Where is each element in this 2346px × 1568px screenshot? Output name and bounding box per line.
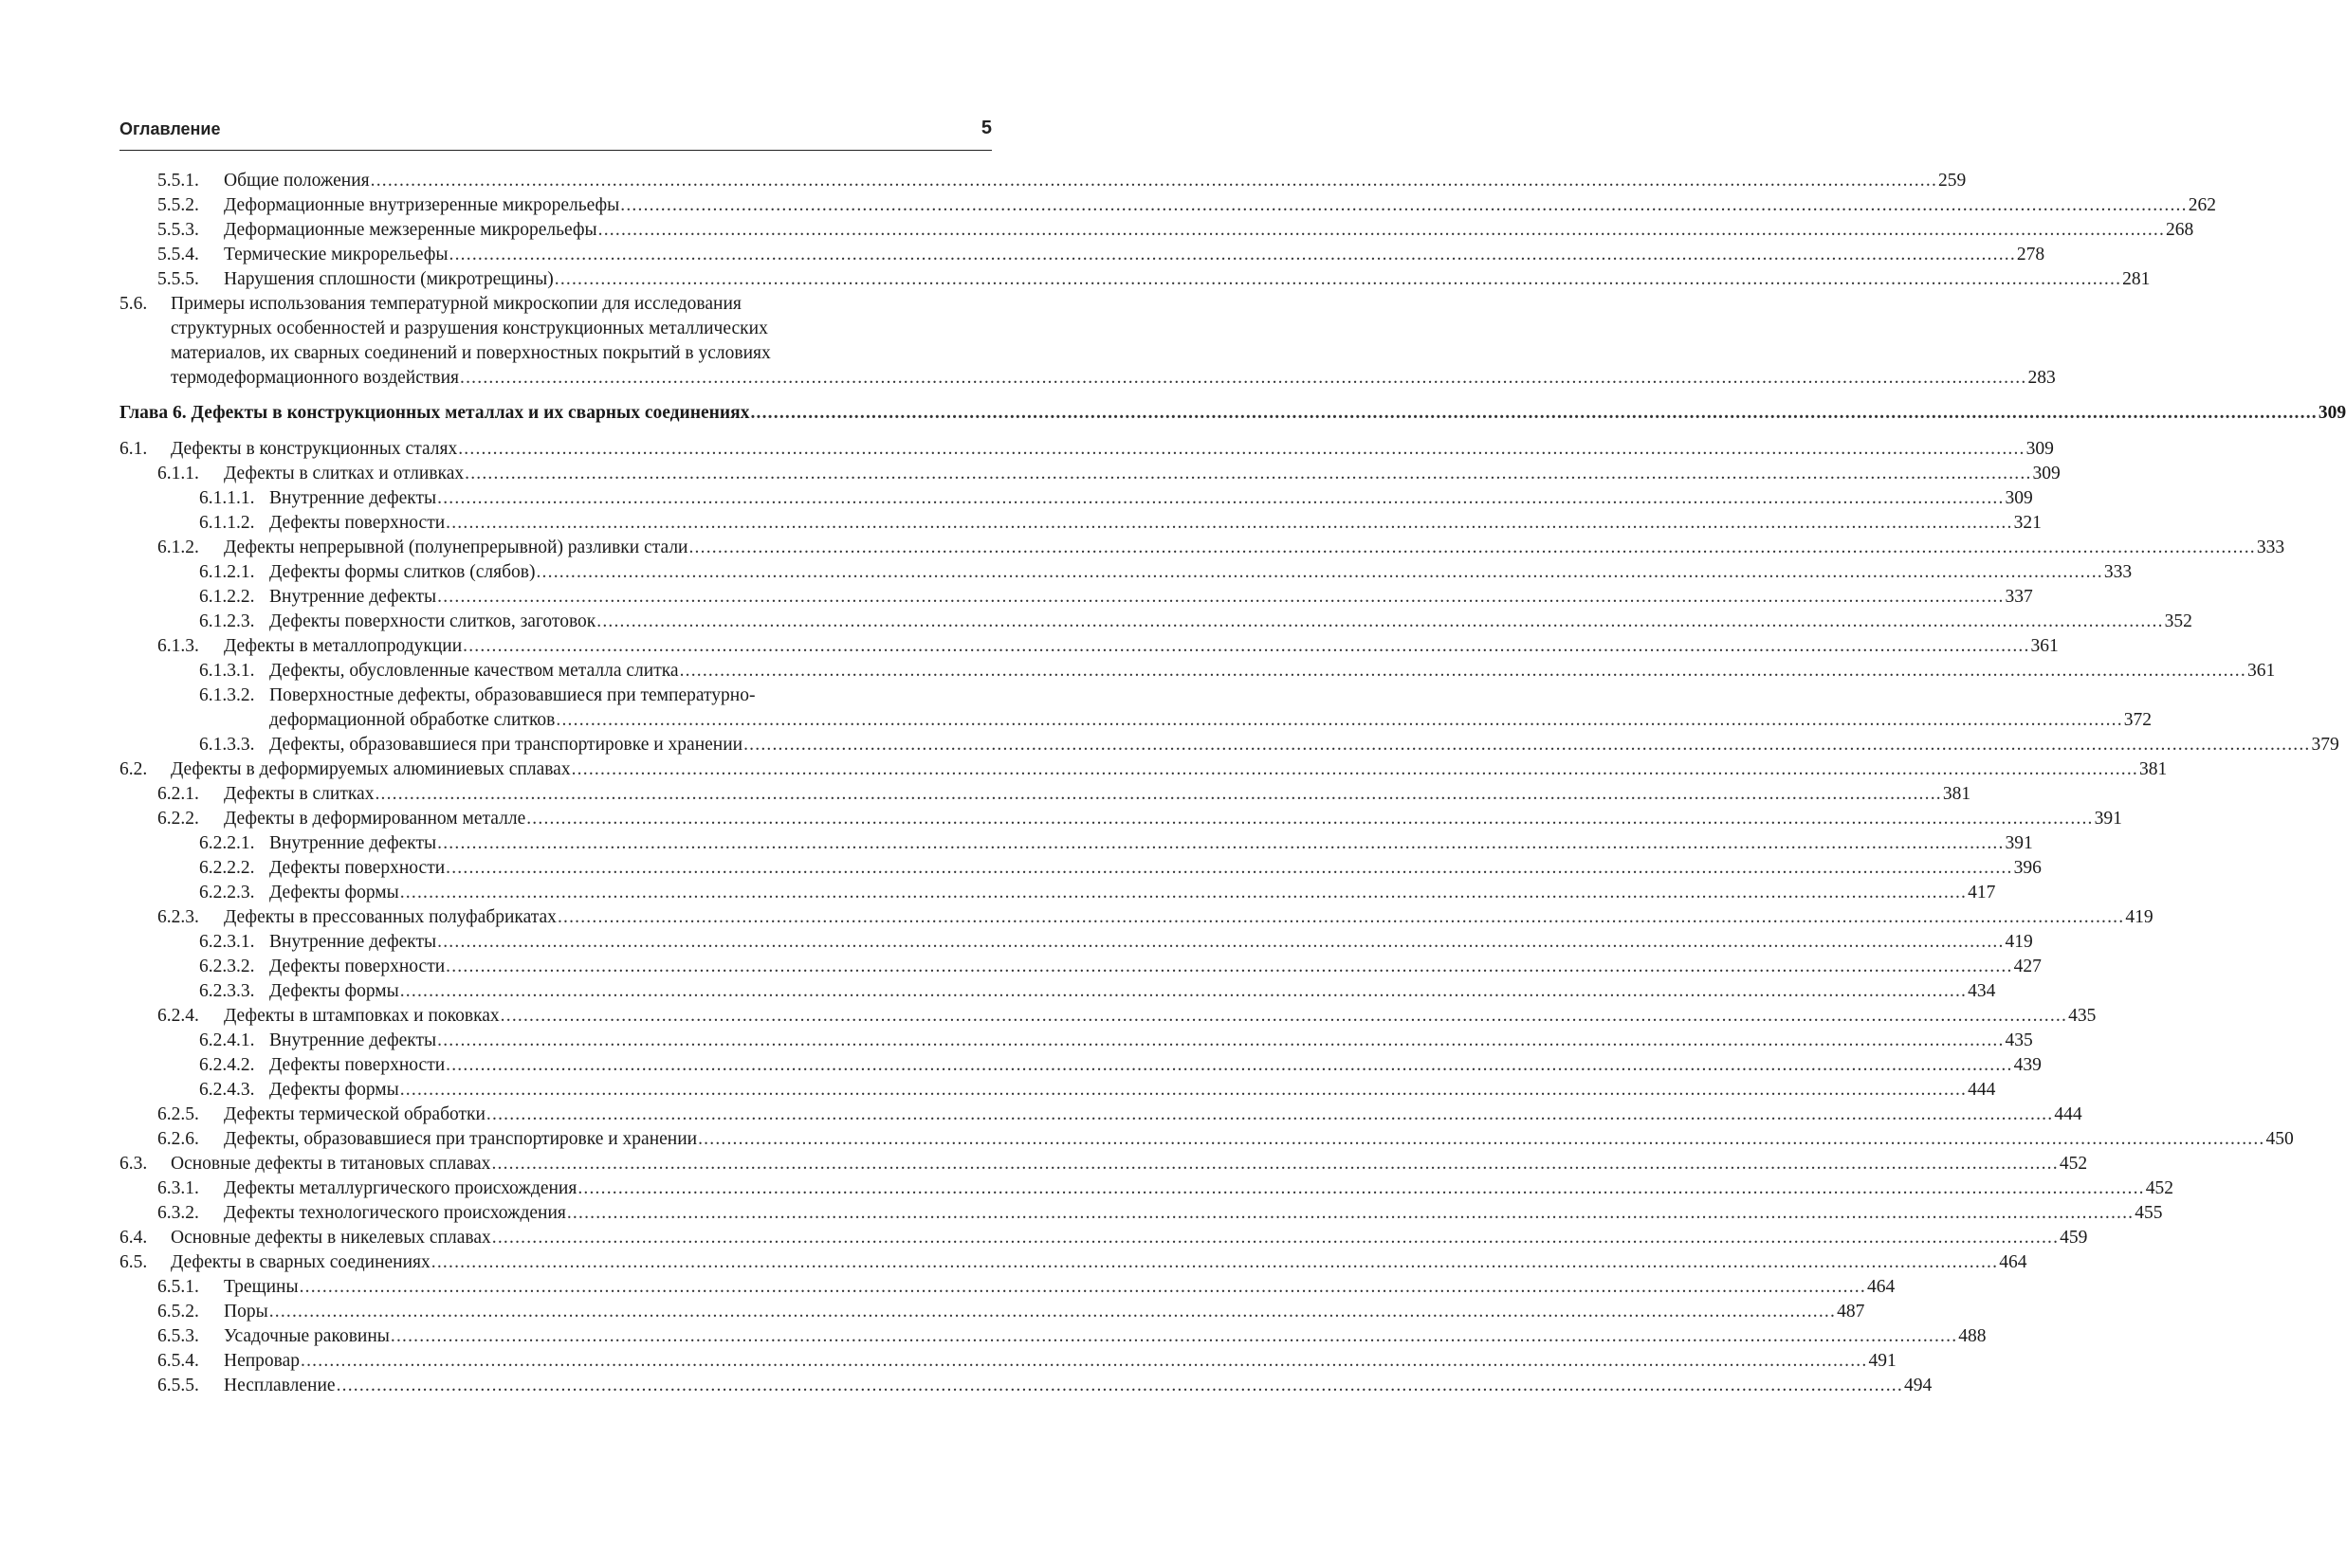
dot-leader: ................................................................................................................................................................................................................................................................................	[299, 1277, 1866, 1297]
toc-number: 6.1.2.2.	[199, 587, 255, 607]
page-number: 5	[981, 118, 992, 138]
toc-entry	[224, 218, 2194, 243]
toc-title: Дефекты в конструкционных сталях	[171, 439, 458, 459]
toc-title: Общие положения	[224, 171, 370, 191]
toc-title: Дефекты в деформированном металле	[224, 809, 526, 829]
toc-title: Дефекты поверхности	[269, 1055, 446, 1075]
toc-page-number: 381	[2139, 759, 2168, 779]
toc-row	[0, 757, 2168, 782]
toc-entry	[224, 905, 2154, 930]
toc-page-number: 278	[2016, 245, 2045, 264]
toc-page-number: 337	[2005, 587, 2033, 607]
toc-title: Деформационные межзеренные микрорельефы	[224, 220, 597, 240]
dot-leader: ................................................................................................................................................................................................................................................................................	[336, 1376, 1903, 1395]
toc-page-number: 494	[1903, 1376, 1933, 1395]
toc-row	[0, 782, 1971, 807]
toc-number: 6.2.2.	[157, 809, 199, 829]
toc-row	[0, 610, 2192, 634]
toc-title: термодеформационного воздействия	[171, 368, 460, 388]
toc-number: 5.5.4.	[157, 245, 199, 264]
dot-leader: ................................................................................................................................................................................................................................................................................	[526, 809, 2094, 829]
dot-leader: ................................................................................................................................................................................................................................................................................	[750, 403, 2318, 423]
dot-leader: ................................................................................................................................................................................................................................................................................	[449, 245, 2016, 264]
dot-leader: ................................................................................................................................................................................................................................................................................	[577, 1178, 2145, 1198]
toc-page-number: 281	[2122, 269, 2151, 289]
toc-number: 6.5.4.	[157, 1351, 199, 1371]
dot-leader: ................................................................................................................................................................................................................................................................................	[399, 883, 1968, 903]
toc-number: 6.4.	[119, 1228, 148, 1248]
toc-title: Дефекты поверхности	[269, 513, 446, 533]
toc-entry	[224, 267, 2151, 292]
toc-page-number: 488	[1958, 1326, 1987, 1346]
dot-leader: ................................................................................................................................................................................................................................................................................	[437, 932, 2005, 952]
dot-leader: ................................................................................................................................................................................................................................................................................	[465, 464, 2032, 483]
toc-entry	[224, 634, 2059, 659]
toc-title: Дефекты, обусловленные качеством металла слитка	[269, 661, 679, 681]
dot-leader: ................................................................................................................................................................................................................................................................................	[437, 833, 2005, 853]
dot-leader: ................................................................................................................................................................................................................................................................................	[557, 907, 2125, 927]
toc-page-number: 419	[2005, 932, 2033, 952]
toc-title: Поверхностные дефекты, образовавшиеся при температурно-	[269, 685, 756, 705]
toc-number: 5.5.3.	[157, 220, 199, 240]
toc-row	[0, 292, 993, 317]
toc-row	[0, 1004, 2097, 1029]
dot-leader: ................................................................................................................................................................................................................................................................................	[571, 759, 2138, 779]
dot-leader: ................................................................................................................................................................................................................................................................................	[437, 1030, 2005, 1050]
toc-title: Внутренние дефекты	[269, 1030, 437, 1050]
toc-row	[0, 1250, 2027, 1275]
toc-page-number: 309	[2005, 488, 2033, 508]
toc-page-number: 309	[2032, 464, 2061, 483]
toc-row	[0, 486, 2033, 511]
dot-leader: ................................................................................................................................................................................................................................................................................	[446, 1055, 2013, 1075]
toc-title: структурных особенностей и разрушения конструкционных металлических	[171, 319, 768, 338]
toc-title: Нарушения сплошности (микротрещины)	[224, 269, 554, 289]
toc-entry	[224, 193, 2216, 218]
toc-row	[0, 1201, 2163, 1226]
toc-number: 6.2.1.	[157, 784, 199, 804]
toc-number: 6.1.3.2.	[199, 685, 255, 705]
dot-leader: ................................................................................................................................................................................................................................................................................	[536, 562, 2103, 582]
toc-title: Непровар	[224, 1351, 301, 1371]
toc-row	[0, 831, 2033, 856]
toc-title: Дефекты в сварных соединениях	[171, 1252, 431, 1272]
toc-row	[0, 193, 2216, 218]
toc-page-number: 444	[2054, 1104, 2082, 1124]
toc-row	[0, 1374, 1933, 1398]
toc-entry	[224, 1004, 2097, 1029]
toc-row	[0, 366, 2056, 391]
toc-title: Дефекты непрерывной (полунепрерывной) разливки стали	[224, 538, 688, 557]
toc-page-number: 427	[2013, 957, 2042, 976]
toc-number: 5.5.5.	[157, 269, 199, 289]
toc-row	[0, 1103, 2082, 1127]
toc-page-number: 444	[1968, 1080, 1996, 1100]
toc-row	[0, 1053, 2042, 1078]
toc-page-number: 435	[2068, 1006, 2097, 1026]
toc-number: 6.2.4.2.	[199, 1055, 255, 1075]
toc-number: 6.2.6.	[157, 1129, 199, 1149]
toc-page-number: 372	[2123, 710, 2153, 730]
toc-row	[0, 856, 2042, 881]
toc-entry	[171, 1152, 2088, 1176]
toc-title: Дефекты в слитках	[224, 784, 375, 804]
dot-leader: ................................................................................................................................................................................................................................................................................	[431, 1252, 1999, 1272]
toc-title: Дефекты, образовавшиеся при транспортировке и хранении	[269, 735, 743, 755]
toc-row	[0, 560, 2133, 585]
toc-title: Глава 6. Дефекты в конструкционных металлах и их сварных соединениях	[119, 403, 750, 423]
toc-title: Дефекты, образовавшиеся при транспортировке и хранении	[224, 1129, 698, 1149]
toc-title: Трещины	[224, 1277, 299, 1297]
toc-row	[0, 881, 1996, 905]
toc-page-number: 309	[2025, 439, 2054, 459]
toc-entry	[224, 1300, 1865, 1324]
toc-number: 6.1.3.	[157, 636, 199, 656]
toc-page-number: 491	[1868, 1351, 1897, 1371]
dot-leader: ................................................................................................................................................................................................................................................................................	[620, 195, 2188, 215]
dot-leader: ................................................................................................................................................................................................................................................................................	[491, 1228, 2060, 1248]
toc-page-number: 379	[2311, 735, 2339, 755]
toc-entry	[171, 1250, 2027, 1275]
toc-page-number: 435	[2005, 1030, 2033, 1050]
toc-page-number: 361	[2030, 636, 2059, 656]
dot-leader: ................................................................................................................................................................................................................................................................................	[437, 587, 2005, 607]
dot-leader: ................................................................................................................................................................................................................................................................................	[679, 661, 2246, 681]
toc-row	[0, 905, 2154, 930]
toc-entry	[224, 1127, 2294, 1152]
toc-page-number: 391	[2094, 809, 2122, 829]
toc-page-number: 259	[1938, 171, 1967, 191]
toc-page-number: 439	[2013, 1055, 2042, 1075]
dot-leader: ................................................................................................................................................................................................................................................................................	[463, 636, 2030, 656]
toc-number: 5.6.	[119, 294, 148, 314]
toc-number: 6.3.2.	[157, 1203, 199, 1223]
toc-title: Дефекты в прессованных полуфабрикатах	[224, 907, 557, 927]
toc-entry	[171, 366, 2056, 391]
toc-entry	[269, 1053, 2042, 1078]
toc-entry	[269, 585, 2033, 610]
toc-entry	[224, 1275, 1896, 1300]
running-title: Оглавление	[119, 119, 221, 138]
toc-title: Основные дефекты в титановых сплавах	[171, 1154, 491, 1174]
toc-page-number: 396	[2013, 858, 2042, 878]
dot-leader: ................................................................................................................................................................................................................................................................................	[556, 710, 2123, 730]
dot-leader: ................................................................................................................................................................................................................................................................................	[491, 1154, 2059, 1174]
toc-number: 6.2.3.	[157, 907, 199, 927]
toc-number: 6.1.	[119, 439, 148, 459]
toc-row	[0, 634, 2059, 659]
toc-row	[0, 243, 2045, 267]
toc-title: Дефекты формы слитков (слябов)	[269, 562, 536, 582]
toc-row	[0, 684, 993, 708]
dot-leader: ................................................................................................................................................................................................................................................................................	[698, 1129, 2265, 1149]
toc-row	[0, 733, 2339, 757]
toc-row	[0, 1349, 1897, 1374]
toc-number: 6.5.1.	[157, 1277, 199, 1297]
toc-row	[0, 1176, 2173, 1201]
dot-leader: ................................................................................................................................................................................................................................................................................	[458, 439, 2025, 459]
toc-page-number: 417	[1968, 883, 1996, 903]
toc-entry	[224, 536, 2285, 560]
toc-page-number: 434	[1968, 981, 1996, 1001]
toc-row	[0, 437, 2054, 462]
toc-title: Усадочные раковины	[224, 1326, 390, 1346]
toc-page-number: 452	[2145, 1178, 2173, 1198]
toc-entry	[224, 1201, 2163, 1226]
toc-page-number: 352	[2164, 611, 2192, 631]
toc-page-number: 333	[2103, 562, 2133, 582]
toc-title: Внутренние дефекты	[269, 932, 437, 952]
toc-row	[0, 1127, 2294, 1152]
toc-page-number: 268	[2166, 220, 2194, 240]
toc-row	[0, 807, 2122, 831]
dot-leader: ................................................................................................................................................................................................................................................................................	[399, 981, 1968, 1001]
toc-entry	[171, 1226, 2088, 1250]
toc-title: Термические микрорельефы	[224, 245, 449, 264]
toc-page-number: 361	[2246, 661, 2276, 681]
toc-row	[0, 169, 1967, 193]
toc-number: 6.2.	[119, 759, 148, 779]
toc-entry	[269, 610, 2192, 634]
toc-entry	[269, 733, 2339, 757]
toc-row	[0, 659, 2276, 684]
toc-entry	[224, 1176, 2173, 1201]
toc-title: Дефекты в деформируемых алюминиевых сплавах	[171, 759, 571, 779]
toc-entry	[171, 757, 2168, 782]
toc-entry	[224, 1103, 2082, 1127]
dot-leader: ................................................................................................................................................................................................................................................................................	[370, 171, 1938, 191]
toc-row	[0, 536, 2285, 560]
toc-entry	[269, 486, 2033, 511]
toc-title: Дефекты металлургического происхождения	[224, 1178, 577, 1198]
dot-leader: ................................................................................................................................................................................................................................................................................	[743, 735, 2311, 755]
toc-number: 6.2.3.2.	[199, 957, 255, 976]
toc-number: 6.1.2.	[157, 538, 199, 557]
toc-row	[0, 1078, 1996, 1103]
toc-title: Дефекты в слитках и отливках	[224, 464, 465, 483]
toc-number: 6.2.3.1.	[199, 932, 255, 952]
toc-title: Поры	[224, 1302, 268, 1322]
toc-entry	[269, 708, 2153, 733]
toc-number: 6.5.3.	[157, 1326, 199, 1346]
toc-page-number: 391	[2005, 833, 2033, 853]
dot-leader: ................................................................................................................................................................................................................................................................................	[500, 1006, 2068, 1026]
toc-entry	[224, 782, 1971, 807]
toc-title: деформационной обработке слитков	[269, 710, 556, 730]
toc-page-number: 459	[2060, 1228, 2088, 1248]
toc-number: 6.5.5.	[157, 1376, 199, 1395]
toc-title: Внутренние дефекты	[269, 833, 437, 853]
toc-number: 6.2.5.	[157, 1104, 199, 1124]
dot-leader: ................................................................................................................................................................................................................................................................................	[375, 784, 1942, 804]
toc-entry	[224, 462, 2061, 486]
toc-entry	[171, 437, 2054, 462]
toc-page-number: 283	[2027, 368, 2056, 388]
toc-title: Дефекты в штамповках и поковках	[224, 1006, 500, 1026]
toc-entry	[119, 401, 2346, 426]
toc-number: 6.3.	[119, 1154, 148, 1174]
dot-leader: ................................................................................................................................................................................................................................................................................	[437, 488, 2005, 508]
toc-number: 6.5.	[119, 1252, 148, 1272]
toc-page-number: 262	[2188, 195, 2216, 215]
toc-entry	[269, 1078, 1996, 1103]
toc-entry	[269, 930, 2033, 955]
toc-page-number: 455	[2135, 1203, 2163, 1223]
toc-page-number: 452	[2059, 1154, 2088, 1174]
dot-leader: ................................................................................................................................................................................................................................................................................	[596, 611, 2164, 631]
dot-leader: ................................................................................................................................................................................................................................................................................	[566, 1203, 2135, 1223]
toc-number: 5.5.1.	[157, 171, 199, 191]
toc-title: Внутренние дефекты	[269, 488, 437, 508]
toc-title: Дефекты в металлопродукции	[224, 636, 463, 656]
toc-number: 6.2.2.1.	[199, 833, 255, 853]
toc-row	[0, 1029, 2033, 1053]
dot-leader: ................................................................................................................................................................................................................................................................................	[554, 269, 2122, 289]
dot-leader: ................................................................................................................................................................................................................................................................................	[268, 1302, 1837, 1322]
toc-entry	[269, 831, 2033, 856]
toc-number: 6.1.2.1.	[199, 562, 255, 582]
toc-page-number: 487	[1837, 1302, 1865, 1322]
dot-leader: ................................................................................................................................................................................................................................................................................	[446, 957, 2013, 976]
toc-number: 6.5.2.	[157, 1302, 199, 1322]
toc-title: Основные дефекты в никелевых сплавах	[171, 1228, 491, 1248]
dot-leader: ................................................................................................................................................................................................................................................................................	[390, 1326, 1958, 1346]
toc-page-number: 464	[1866, 1277, 1896, 1297]
toc-row	[0, 1152, 2088, 1176]
toc-title: Дефекты термической обработки	[224, 1104, 486, 1124]
toc-row	[0, 708, 2153, 733]
toc-number: 6.2.4.	[157, 1006, 199, 1026]
toc-entry	[224, 1374, 1933, 1398]
dot-leader: ................................................................................................................................................................................................................................................................................	[460, 368, 2027, 388]
toc-row	[0, 341, 993, 366]
toc-entry	[224, 243, 2045, 267]
toc-number: 6.1.3.1.	[199, 661, 255, 681]
toc-row	[0, 1324, 1987, 1349]
toc-title: Дефекты технологического происхождения	[224, 1203, 566, 1223]
toc-page-number: 333	[2256, 538, 2285, 557]
toc-page-number: 381	[1942, 784, 1971, 804]
toc-page-number: 419	[2125, 907, 2154, 927]
toc-entry	[269, 979, 1996, 1004]
toc-row	[0, 218, 2194, 243]
toc-number: 6.1.1.2.	[199, 513, 255, 533]
toc-row	[0, 511, 2042, 536]
toc-entry	[224, 807, 2122, 831]
toc-row	[0, 317, 993, 341]
toc-number: 6.1.2.3.	[199, 611, 255, 631]
toc-title: Дефекты формы	[269, 883, 399, 903]
toc-title: Внутренние дефекты	[269, 587, 437, 607]
toc-entry	[269, 881, 1996, 905]
toc-title: Дефекты поверхности слитков, заготовок	[269, 611, 596, 631]
toc-chapter-row	[0, 401, 2346, 426]
toc-row	[0, 955, 2042, 979]
toc-entry	[269, 856, 2042, 881]
toc-page-number: 464	[1999, 1252, 2027, 1272]
toc-row	[0, 585, 2033, 610]
toc-number: 6.3.1.	[157, 1178, 199, 1198]
dot-leader: ................................................................................................................................................................................................................................................................................	[399, 1080, 1968, 1100]
toc-row	[0, 1275, 1896, 1300]
toc-number: 6.2.4.1.	[199, 1030, 255, 1050]
toc-number: 6.2.4.3.	[199, 1080, 255, 1100]
toc-entry	[269, 560, 2133, 585]
toc-title: Примеры использования температурной микроскопии для исследования	[171, 294, 742, 314]
toc-entry	[269, 511, 2042, 536]
toc-number: 6.1.1.1.	[199, 488, 255, 508]
toc-title: Дефекты поверхности	[269, 957, 446, 976]
toc-page-number: 450	[2265, 1129, 2294, 1149]
dot-leader: ................................................................................................................................................................................................................................................................................	[301, 1351, 1868, 1371]
toc-number: 6.1.3.3.	[199, 735, 255, 755]
toc-title: материалов, их сварных соединений и поверхностных покрытий в условиях	[171, 343, 771, 363]
toc-number: 6.1.1.	[157, 464, 199, 483]
toc-title: Несплавление	[224, 1376, 336, 1395]
toc-title: Дефекты формы	[269, 981, 399, 1001]
toc-number: 6.2.3.3.	[199, 981, 255, 1001]
dot-leader: ................................................................................................................................................................................................................................................................................	[446, 858, 2013, 878]
dot-leader: ................................................................................................................................................................................................................................................................................	[486, 1104, 2054, 1124]
dot-leader: ................................................................................................................................................................................................................................................................................	[446, 513, 2013, 533]
toc-title: Деформационные внутризеренные микрорельефы	[224, 195, 620, 215]
toc-entry	[269, 955, 2042, 979]
toc-entry	[269, 659, 2276, 684]
toc-number: 6.2.2.2.	[199, 858, 255, 878]
toc-entry	[224, 169, 1967, 193]
toc-entry	[224, 1349, 1897, 1374]
dot-leader: ................................................................................................................................................................................................................................................................................	[597, 220, 2166, 240]
toc-row	[0, 979, 1996, 1004]
toc-row	[0, 267, 2151, 292]
toc-number: 5.5.2.	[157, 195, 199, 215]
dot-leader: ................................................................................................................................................................................................................................................................................	[688, 538, 2256, 557]
toc-row	[0, 462, 2061, 486]
toc-row	[0, 1226, 2088, 1250]
toc-title: Дефекты формы	[269, 1080, 399, 1100]
toc-row	[0, 1300, 1865, 1324]
toc-number: 6.2.2.3.	[199, 883, 255, 903]
toc-row	[0, 930, 2033, 955]
toc-entry	[224, 1324, 1987, 1349]
toc-title: Дефекты поверхности	[269, 858, 446, 878]
toc-page-number: 321	[2013, 513, 2042, 533]
toc-page-number: 309	[2318, 403, 2346, 423]
toc-entry	[269, 1029, 2033, 1053]
